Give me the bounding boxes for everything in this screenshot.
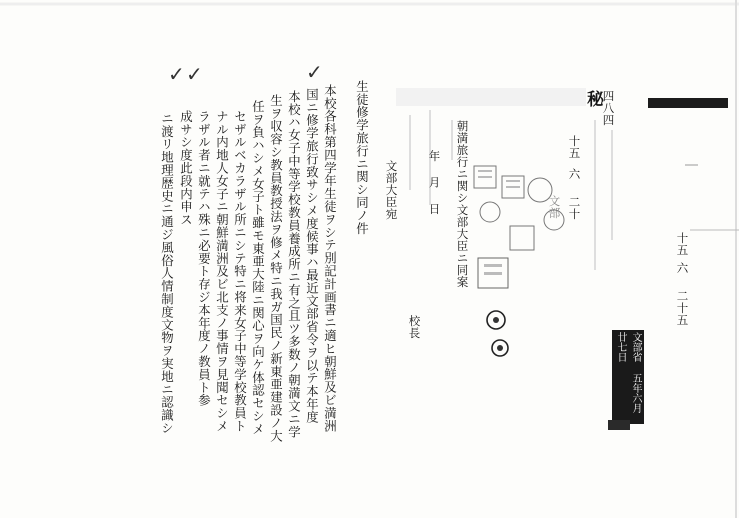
subject-line: 朝満旅行ニ関シ文部大臣ニ同案: [455, 120, 470, 288]
endorsement-stamp: 文部省 五年六月廿七日: [612, 330, 644, 424]
file-mark: 文部: [547, 195, 562, 219]
body-line: 生ヲ収容シ教員教授法ヲ修メ特ニ我ガ国民ノ新東亜建設ノ大: [268, 94, 284, 443]
body-line: 本校各科第四学年生徒ヲシテ別記計画書ニ適ヒ朝鮮及ビ満洲: [322, 84, 338, 433]
body-line: 成サシ度此段内申ス: [178, 110, 194, 227]
body-line: セザルベカラザル所ニシテ特ニ将来女子中等学校教員ト: [232, 110, 248, 433]
header-number: 六: [675, 262, 690, 274]
receipt-mark: 秘: [583, 90, 603, 108]
document-title-line: 生徒修学旅行ニ関シ同ノ件: [354, 80, 370, 235]
body-line: ニ渡リ地理歴史ニ通ジ風俗人情制度文物ヲ実地ニ認識シ: [159, 112, 175, 435]
header-number: 十五: [567, 135, 582, 159]
check-mark-icon: ✓: [306, 60, 323, 84]
body-line: ナル内地人女子ニ朝鮮満洲及ビ北支ノ事情ヲ見聞セシメ: [214, 110, 230, 433]
addressee: 文部大臣宛: [384, 160, 399, 220]
seal-cluster: [470, 150, 590, 370]
receipt-number: 四八四: [601, 90, 616, 126]
signature: 校長: [407, 315, 422, 339]
round-seal-icon: [544, 210, 564, 230]
date-line: 年 月 日: [427, 150, 442, 215]
check-mark-icon: ✓: [168, 62, 185, 86]
body-line: 本校ハ女子中等学校教員養成所ニ有之且ツ多数ノ朝満文ニ学: [286, 90, 302, 439]
stamp-tail: [606, 418, 632, 432]
header-number: 二十: [567, 196, 582, 220]
round-seal-icon: [480, 202, 500, 222]
body-line: ラザル者ニ就テハ殊ニ必要ト存ジ本年度ノ教員ト参: [196, 110, 212, 407]
header-number: 十五: [675, 232, 690, 256]
check-mark-icon: ✓: [186, 62, 203, 86]
header-number: 二十五: [675, 290, 690, 326]
square-seal-icon: [510, 226, 534, 250]
header-number: 六: [567, 168, 582, 180]
body-line: 任ヲ負ハシメ女子ト雖モ東亜大陸ニ関心ヲ向ケ体認セシメ: [250, 100, 266, 436]
body-line: 国ニ修学旅行致サシメ度候事ハ最近文部省令ヲ以テ本年度: [304, 88, 320, 424]
round-seal-icon: [528, 178, 552, 202]
